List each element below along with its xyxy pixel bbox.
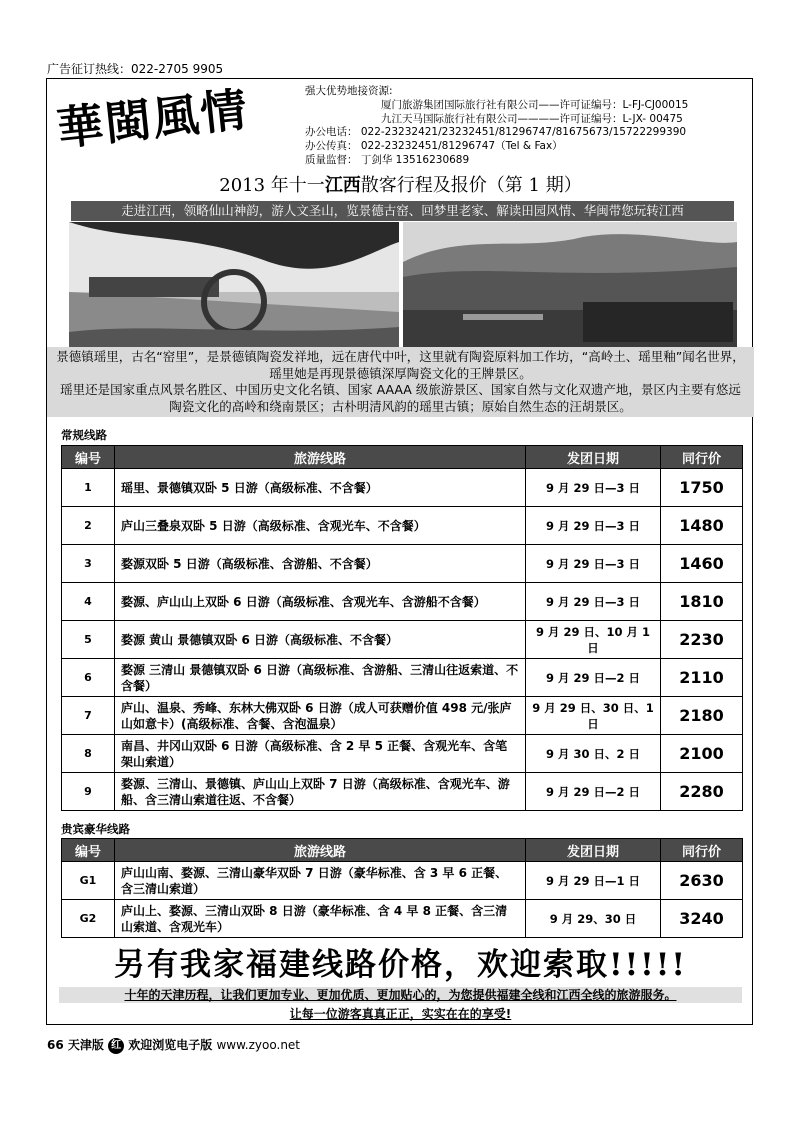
office-fax: 办公传真： 022-23232451/81296747（Tel & Fax） [305,140,563,153]
route-price: 2100 [661,735,743,773]
route-desc: 瑶里、景德镇双卧 5 日游（高级标准、不含餐） [115,469,526,507]
route-date: 9 月 29 日—3 日 [526,583,661,621]
route-no: G1 [62,862,115,900]
header-route: 旅游线路 [115,839,526,862]
regular-routes-table [61,445,743,811]
route-price: 1460 [661,545,743,583]
header-price: 同行价 [661,446,743,469]
route-no: 5 [62,621,115,659]
route-price: 2110 [661,659,743,697]
intro-box [47,347,754,417]
route-date: 9 月 29 日—3 日 [526,469,661,507]
page-footer [47,1036,300,1054]
footer-url[interactable]: www.zyoo.net [216,1038,301,1052]
table-row [62,735,743,773]
route-date: 9 月 30 日、2 日 [526,735,661,773]
route-no: 7 [62,697,115,735]
route-date: 9 月 29 日—3 日 [526,545,661,583]
route-desc: 庐山三叠泉双卧 5 日游（高级标准、含观光车、不含餐） [115,507,526,545]
page-title [47,171,754,197]
header-date: 发团日期 [526,446,661,469]
route-no: 9 [62,773,115,811]
route-desc: 婺源 三清山 景德镇双卧 6 日游（高级标准、含游船、三清山往返索道、不含餐） [115,659,526,697]
brand-logo: 華閩風情 [54,82,252,156]
route-date: 9 月 29 日—3 日 [526,507,661,545]
title-pre: 2013 年十一 [219,175,325,196]
table-row [62,697,743,735]
route-price: 3240 [661,900,743,938]
route-desc: 南昌、井冈山双卧 6 日游（高级标准、含 2 早 5 正餐、含观光车、含笔架山索道） [115,735,526,773]
route-desc: 婺源、庐山山上双卧 6 日游（高级标准、含观光车、含游船不含餐） [115,583,526,621]
table-row [62,621,743,659]
route-date: 9 月 29、30 日 [526,900,661,938]
header-route: 旅游线路 [115,446,526,469]
table-row [62,545,743,583]
title-post: 散客行程及报价（第 1 期） [360,175,582,196]
office-phone: 办公电话： 022-23232421/23232451/81296747/81675673/15722299390 [305,126,687,139]
waterwheel-photo [69,222,399,347]
route-no: 2 [62,507,115,545]
route-price: 2630 [661,862,743,900]
route-date: 9 月 29 日、10 月 1 日 [526,621,661,659]
route-date: 9 月 29 日、30 日、1 日 [526,697,661,735]
ad-hotline: 广告征订热线：022-2705 9905 [47,62,224,76]
page-number: 66 天津版 [47,1038,104,1052]
intro-paragraph-1: 景德镇瑶里，古名“窑里”，是景德镇陶瓷发祥地，远在唐代中叶，这里就有陶瓷原料加工作坊，“高岭土、瑶里釉”闻名世界，瑶里她是再现景德镇深厚陶瓷文化的王牌景区。 [56,349,745,381]
route-date: 9 月 29 日—2 日 [526,773,661,811]
agency-2: 九江天马国际旅行社有限公司————许可证编号：L-JX- 00475 [381,112,683,125]
footer-text: 欢迎浏览电子版 [128,1038,213,1052]
quality-supervision: 质量监督： 丁剑华 13516230689 [305,153,470,166]
table-row [62,773,743,811]
slogan-bar: 走进江西，领略仙山神韵，游人文圣山，览景德古窑、回梦里老家、解读田园风情、华闽带您玩转江西 [71,201,734,221]
route-desc: 庐山上、婺源、三清山双卧 8 日游（豪华标准、含 4 早 8 正餐、含三清山索道、含观光车） [115,900,526,938]
route-desc: 庐山、温泉、秀峰、东林大佛双卧 6 日游（成人可获赠价值 498 元/张庐山如意卡）(高级标准、含餐、含泡温泉） [115,697,526,735]
route-date: 9 月 29 日—2 日 [526,659,661,697]
route-desc: 婺源 黄山 景德镇双卧 6 日游（高级标准、不含餐） [115,621,526,659]
route-no: G2 [62,900,115,938]
header-date: 发团日期 [526,839,661,862]
closing-line-2: 让每一位游客真真正正，实实在在的享受! [289,1007,512,1021]
regular-section-title: 常规线路 [61,428,107,442]
route-no: 1 [62,469,115,507]
route-price: 2230 [661,621,743,659]
route-price: 1810 [661,583,743,621]
route-no: 3 [62,545,115,583]
route-no: 6 [62,659,115,697]
route-price: 1480 [661,507,743,545]
intro-paragraph-2: 瑶里还是国家重点风景名胜区、中国历史文化名镇、国家 AAAA 级旅游景区、国家自然与文化双遗产地，景区内主要有悠远陶瓷文化的高岭和绕南景区；古朴明清风韵的瑶里古镇；原始自然生态的汪胡景区。 [60,382,741,414]
route-date: 9 月 29 日—1 日 [526,862,661,900]
route-desc: 婺源、三清山、景德镇、庐山山上双卧 7 日游（高级标准、含观光车、游船、含三清山索道往返、不含餐） [115,773,526,811]
table-row [62,900,743,938]
route-desc: 庐山山南、婺源、三清山豪华双卧 7 日游（豪华标准、含 3 早 6 正餐、含三清山索道） [115,862,526,900]
luxury-routes-table [61,838,743,938]
route-desc: 婺源双卧 5 日游（高级标准、含游船、不含餐） [115,545,526,583]
red-badge-icon: 红 [108,1038,124,1054]
table-row [62,583,743,621]
header-price: 同行价 [661,839,743,862]
contact-info [305,85,688,168]
header-no: 编号 [62,446,115,469]
fujian-banner: 另有我家福建线路价格，欢迎索取!!!!! [113,947,688,983]
table-row [62,862,743,900]
village-photo [403,222,737,347]
table-row [62,659,743,697]
route-price: 2280 [661,773,743,811]
table-row [62,469,743,507]
resources-title: 强大优势地接资源: [305,85,393,97]
route-no: 8 [62,735,115,773]
header-no: 编号 [62,839,115,862]
table-row [62,507,743,545]
closing-line-1: 十年的天津历程，让我们更加专业、更加优质、更加贴心的，为您提供福建全线和江西全线的旅游服务。 [59,987,742,1003]
luxury-section-title: 贵宾豪华线路 [61,822,130,836]
route-price: 2180 [661,697,743,735]
route-no: 4 [62,583,115,621]
title-bold: 江西 [324,175,361,196]
agency-1: 厦门旅游集团国际旅行社有限公司——许可证编号：L-FJ-CJ00015 [381,98,689,111]
page-frame [46,78,753,1025]
route-price: 1750 [661,469,743,507]
